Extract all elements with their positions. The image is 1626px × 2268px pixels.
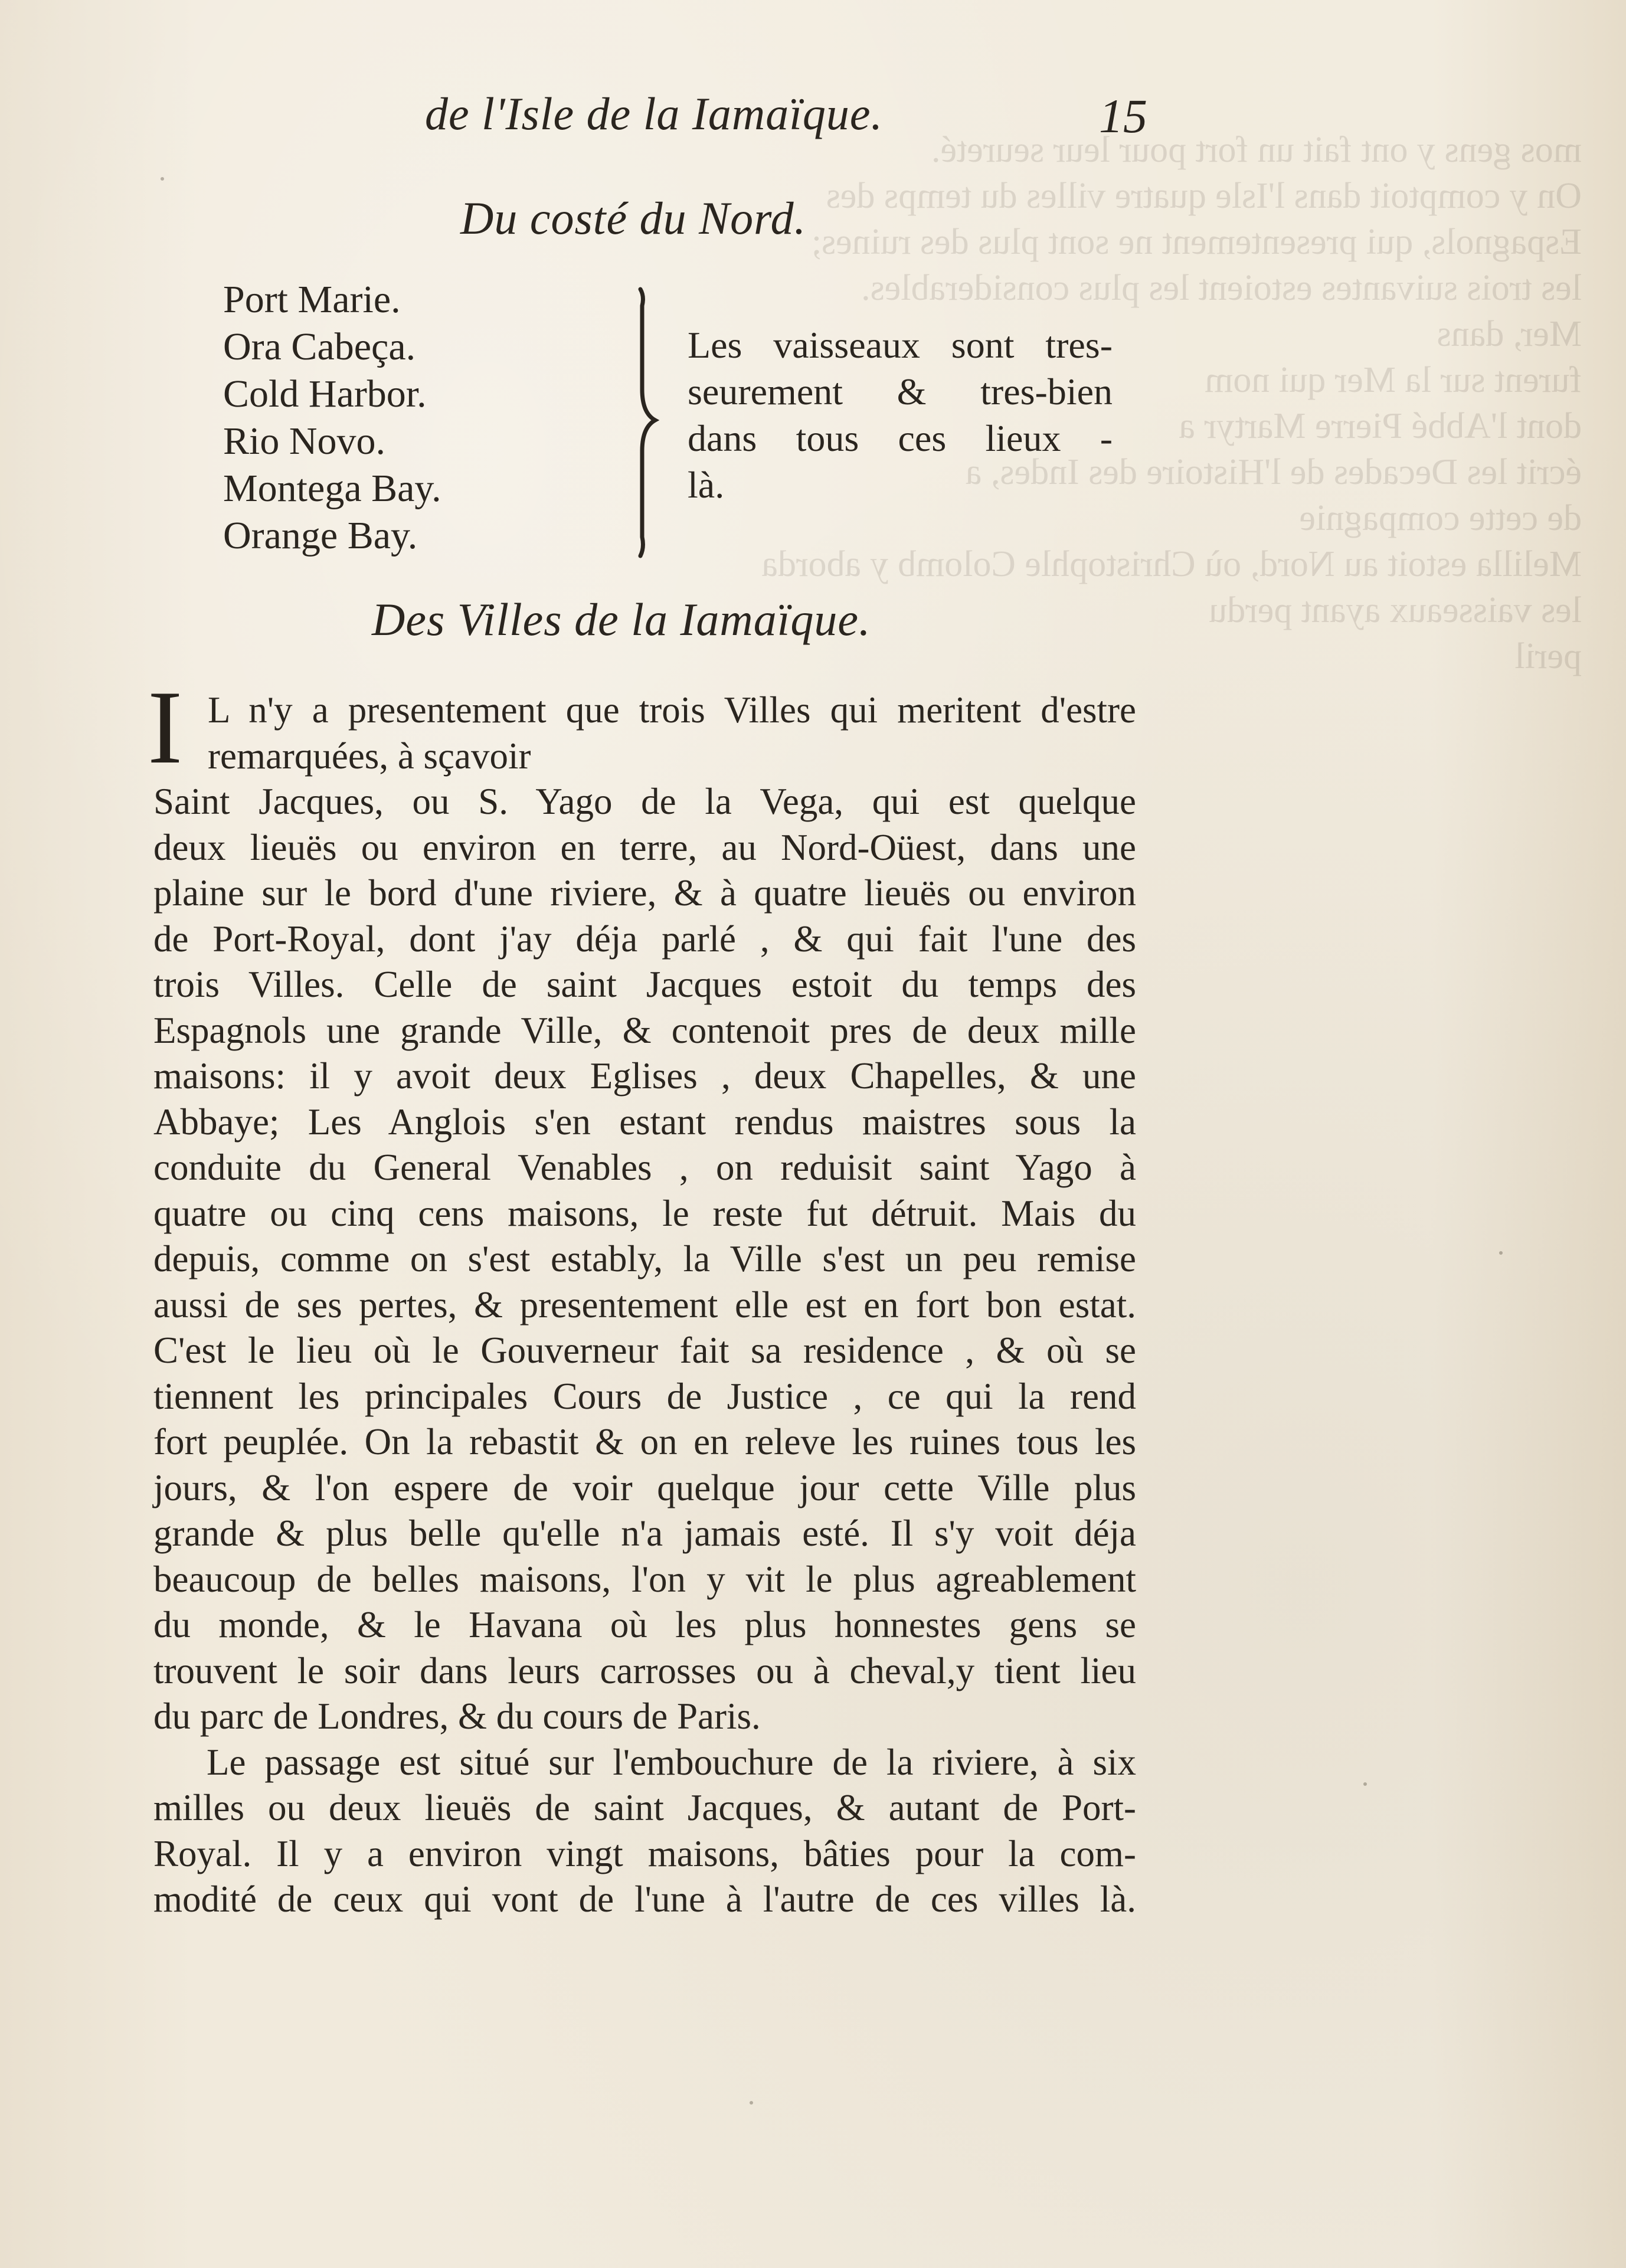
text-line: de Port-Royal, dont j'ay déja parlé , & qui fait l'une des bbox=[153, 918, 1136, 960]
text-line: fort peuplée. On la rebastit & on en releve les ruines tous les bbox=[153, 1421, 1136, 1462]
text-line: conduite du General Venables , on reduisit saint Yago à bbox=[153, 1147, 1136, 1188]
drop-cap: I bbox=[148, 669, 183, 786]
note-line: là. bbox=[688, 464, 725, 506]
text-line: quatre ou cinq cens maisons, le reste fut détruit. Mais du bbox=[153, 1192, 1136, 1234]
text-line: remarquées, à sçavoir bbox=[208, 735, 531, 777]
text-line: beaucoup de belles maisons, l'on y vit le plus agreablement bbox=[153, 1558, 1136, 1600]
port-list-item: Rio Novo. bbox=[223, 420, 386, 463]
villes-section-title: Des Villes de la Iamaïque. bbox=[372, 594, 871, 645]
text-line: du parc de Londres, & du cours de Paris. bbox=[153, 1696, 761, 1737]
anchorage-note bbox=[688, 322, 1113, 508]
text-line: C'est le lieu où le Gouverneur fait sa residence , & où se bbox=[153, 1330, 1136, 1371]
page-number: 15 bbox=[1099, 89, 1147, 143]
text-line: Royal. Il y a environ vingt maisons, bâties pour la com- bbox=[153, 1832, 1136, 1874]
port-list-item: Montega Bay. bbox=[223, 467, 441, 510]
note-line: seurement & tres-bien bbox=[688, 371, 1113, 413]
text-line: Le passage est situé sur l'embouchure de la riviere, à six bbox=[207, 1741, 1136, 1783]
text-line: L n'y a presentement que trois Villes qui meritent d'estre bbox=[208, 689, 1136, 731]
text-line: plaine sur le bord d'une riviere, & à quatre lieuës ou environ bbox=[153, 872, 1136, 914]
running-head: de l'Isle de la Iamaïque. bbox=[425, 88, 883, 139]
curly-brace-icon bbox=[614, 283, 667, 561]
paper-speck bbox=[750, 2101, 753, 2105]
text-line: trouvent le soir dans leurs carrosses ou à cheval,y tient lieu bbox=[153, 1650, 1136, 1691]
paper-speck bbox=[161, 177, 164, 181]
text-line: milles ou deux lieuës de saint Jacques, & autant de Port- bbox=[153, 1787, 1136, 1828]
port-list-item: Orange Bay. bbox=[223, 514, 418, 557]
port-list-item: Cold Harbor. bbox=[223, 372, 427, 415]
port-list-item: Port Marie. bbox=[223, 278, 401, 321]
paper-speck bbox=[1499, 1251, 1503, 1255]
text-line: jours, & l'on espere de voir quelque jour cette Ville plus bbox=[153, 1467, 1136, 1508]
text-line: du monde, & le Havana où les plus honnestes gens se bbox=[153, 1604, 1136, 1645]
text-line: Espagnols une grande Ville, & contenoit pres de deux mille bbox=[153, 1009, 1136, 1051]
paper-speck bbox=[1363, 1782, 1367, 1786]
text-line: trois Villes. Celle de saint Jacques estoit du temps des bbox=[153, 964, 1136, 1005]
text-line: maisons: il y avoit deux Eglises , deux Chapelles, & une bbox=[153, 1055, 1136, 1097]
text-line: deux lieuës ou environ en terre, au Nord-Oüest, dans une bbox=[153, 826, 1136, 868]
text-line: aussi de ses pertes, & presentement elle est en fort bon estat. bbox=[153, 1284, 1136, 1326]
note-line: Les vaisseaux sont tres- bbox=[688, 324, 1113, 366]
north-section-title: Du costé du Nord. bbox=[460, 192, 807, 244]
text-line: Abbaye; Les Anglois s'en estant rendus maistres sous la bbox=[153, 1101, 1136, 1143]
port-list bbox=[223, 276, 441, 559]
text-line: tiennent les principales Cours de Justice , ce qui la rend bbox=[153, 1375, 1136, 1417]
text-line: modité de ceux qui vont de l'une à l'autre de ces villes là. bbox=[153, 1878, 1136, 1920]
note-line: dans tous ces lieux - bbox=[688, 417, 1113, 459]
port-list-item: Ora Cabeça. bbox=[223, 325, 416, 368]
text-line: grande & plus belle qu'elle n'a jamais esté. Il s'y voit déja bbox=[153, 1513, 1136, 1554]
body-text bbox=[153, 688, 1136, 1923]
bleed-through-texture: mos gens y ont fait un fort pour leur seureté. On y comptoit dans l'Isle quatre villes du temps des Espagnols, qui presentement ne sont plus des ruines; les trois suivantes estoient les plus considerables. Mer, dans furent sur la Mer qui nom dont l'Abbé Pierre Martyr a écrit les Decades de l'Histoire des Indes, a de cette compagnie Melilla estoit au Nord, où Christophle Colomb y aborda les vaisseaux ayant perdu peril bbox=[761, 130, 1582, 676]
text-line: Saint Jacques, ou S. Yago de la Vega, qui est quelque bbox=[153, 781, 1136, 822]
text-line: depuis, comme on s'est estably, la Ville s'est un peu remise bbox=[153, 1238, 1136, 1279]
